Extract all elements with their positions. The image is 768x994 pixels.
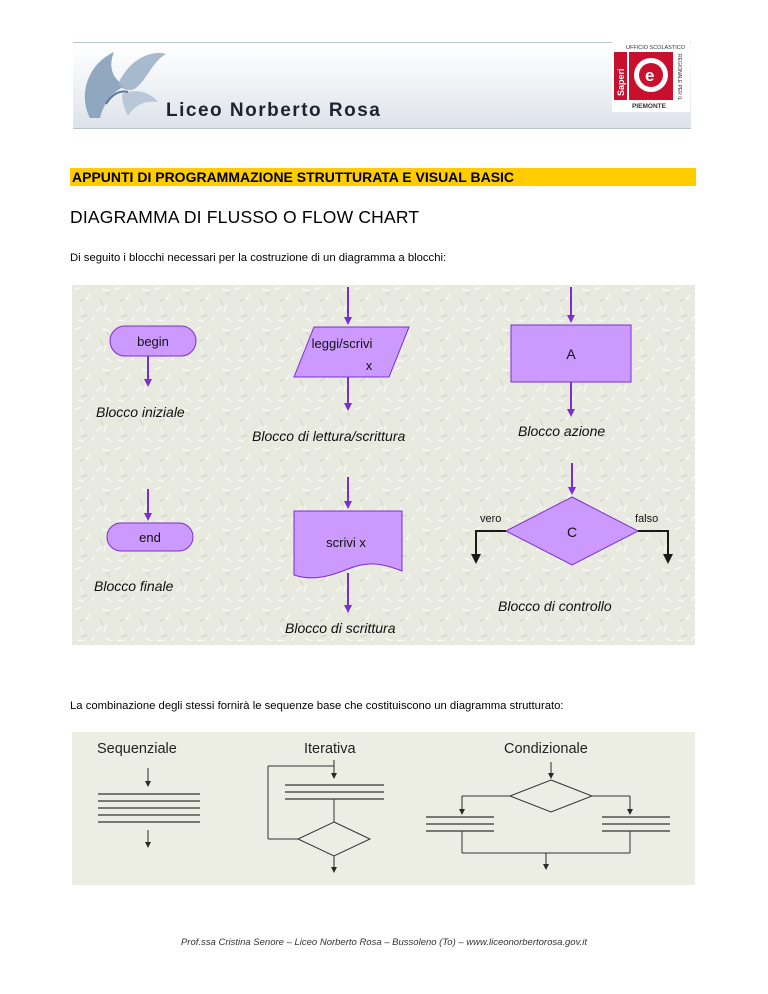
iterative-label: Iterativa — [304, 741, 356, 757]
saperi-piemonte-logo — [612, 42, 690, 112]
action-caption: Blocco azione — [518, 423, 606, 439]
structures-figure — [72, 732, 695, 885]
write-caption: Blocco di scrittura — [285, 620, 396, 636]
sequential-label: Sequenziale — [97, 741, 177, 757]
school-name: Liceo Norberto Rosa — [166, 100, 382, 121]
io-label: leggi/scrivi — [311, 336, 373, 351]
begin-label: begin — [137, 334, 169, 349]
action-label: A — [566, 346, 576, 362]
conditional-label: Condizionale — [504, 741, 588, 757]
intro-text: Di seguito i blocchi necessari per la costruzione di un diagramma a blocchi: — [70, 252, 447, 264]
flowchart-blocks-figure — [72, 285, 695, 645]
control-caption: Blocco di controllo — [498, 598, 612, 614]
end-caption: Blocco finale — [94, 578, 174, 594]
io-var: x — [365, 358, 373, 373]
section-title: APPUNTI DI PROGRAMMAZIONE STRUTTURATA E VISUAL BASIC — [70, 168, 696, 186]
combination-text: La combinazione degli stessi fornirà le sequenze base che costituiscono un diagramma strutturato: — [70, 700, 564, 712]
logo-saperi-text: Saperi — [616, 68, 626, 96]
main-heading: DIAGRAMMA DI FLUSSO O FLOW CHART — [70, 207, 420, 227]
logo-top-text: UFFICIO SCOLASTICO — [626, 45, 685, 51]
logo-side-text: REGIONALE PER IL — [676, 54, 682, 101]
begin-caption: Blocco iniziale — [96, 404, 185, 420]
end-label: end — [139, 530, 161, 545]
logo-letter: e — [645, 66, 655, 85]
io-caption: Blocco di lettura/scrittura — [252, 428, 406, 444]
control-false-label: falso — [635, 513, 659, 525]
control-true-label: vero — [480, 513, 502, 525]
footer: Prof.ssa Cristina Senore – Liceo Norberto Rosa – Bussoleno (To) – www.liceonorbertorosa.gov.it — [180, 937, 588, 948]
logo-bottom-text: PIEMONTE — [632, 103, 666, 110]
write-label: scrivi x — [326, 535, 366, 550]
control-label: C — [566, 524, 578, 540]
school-logo-icon — [78, 44, 168, 126]
